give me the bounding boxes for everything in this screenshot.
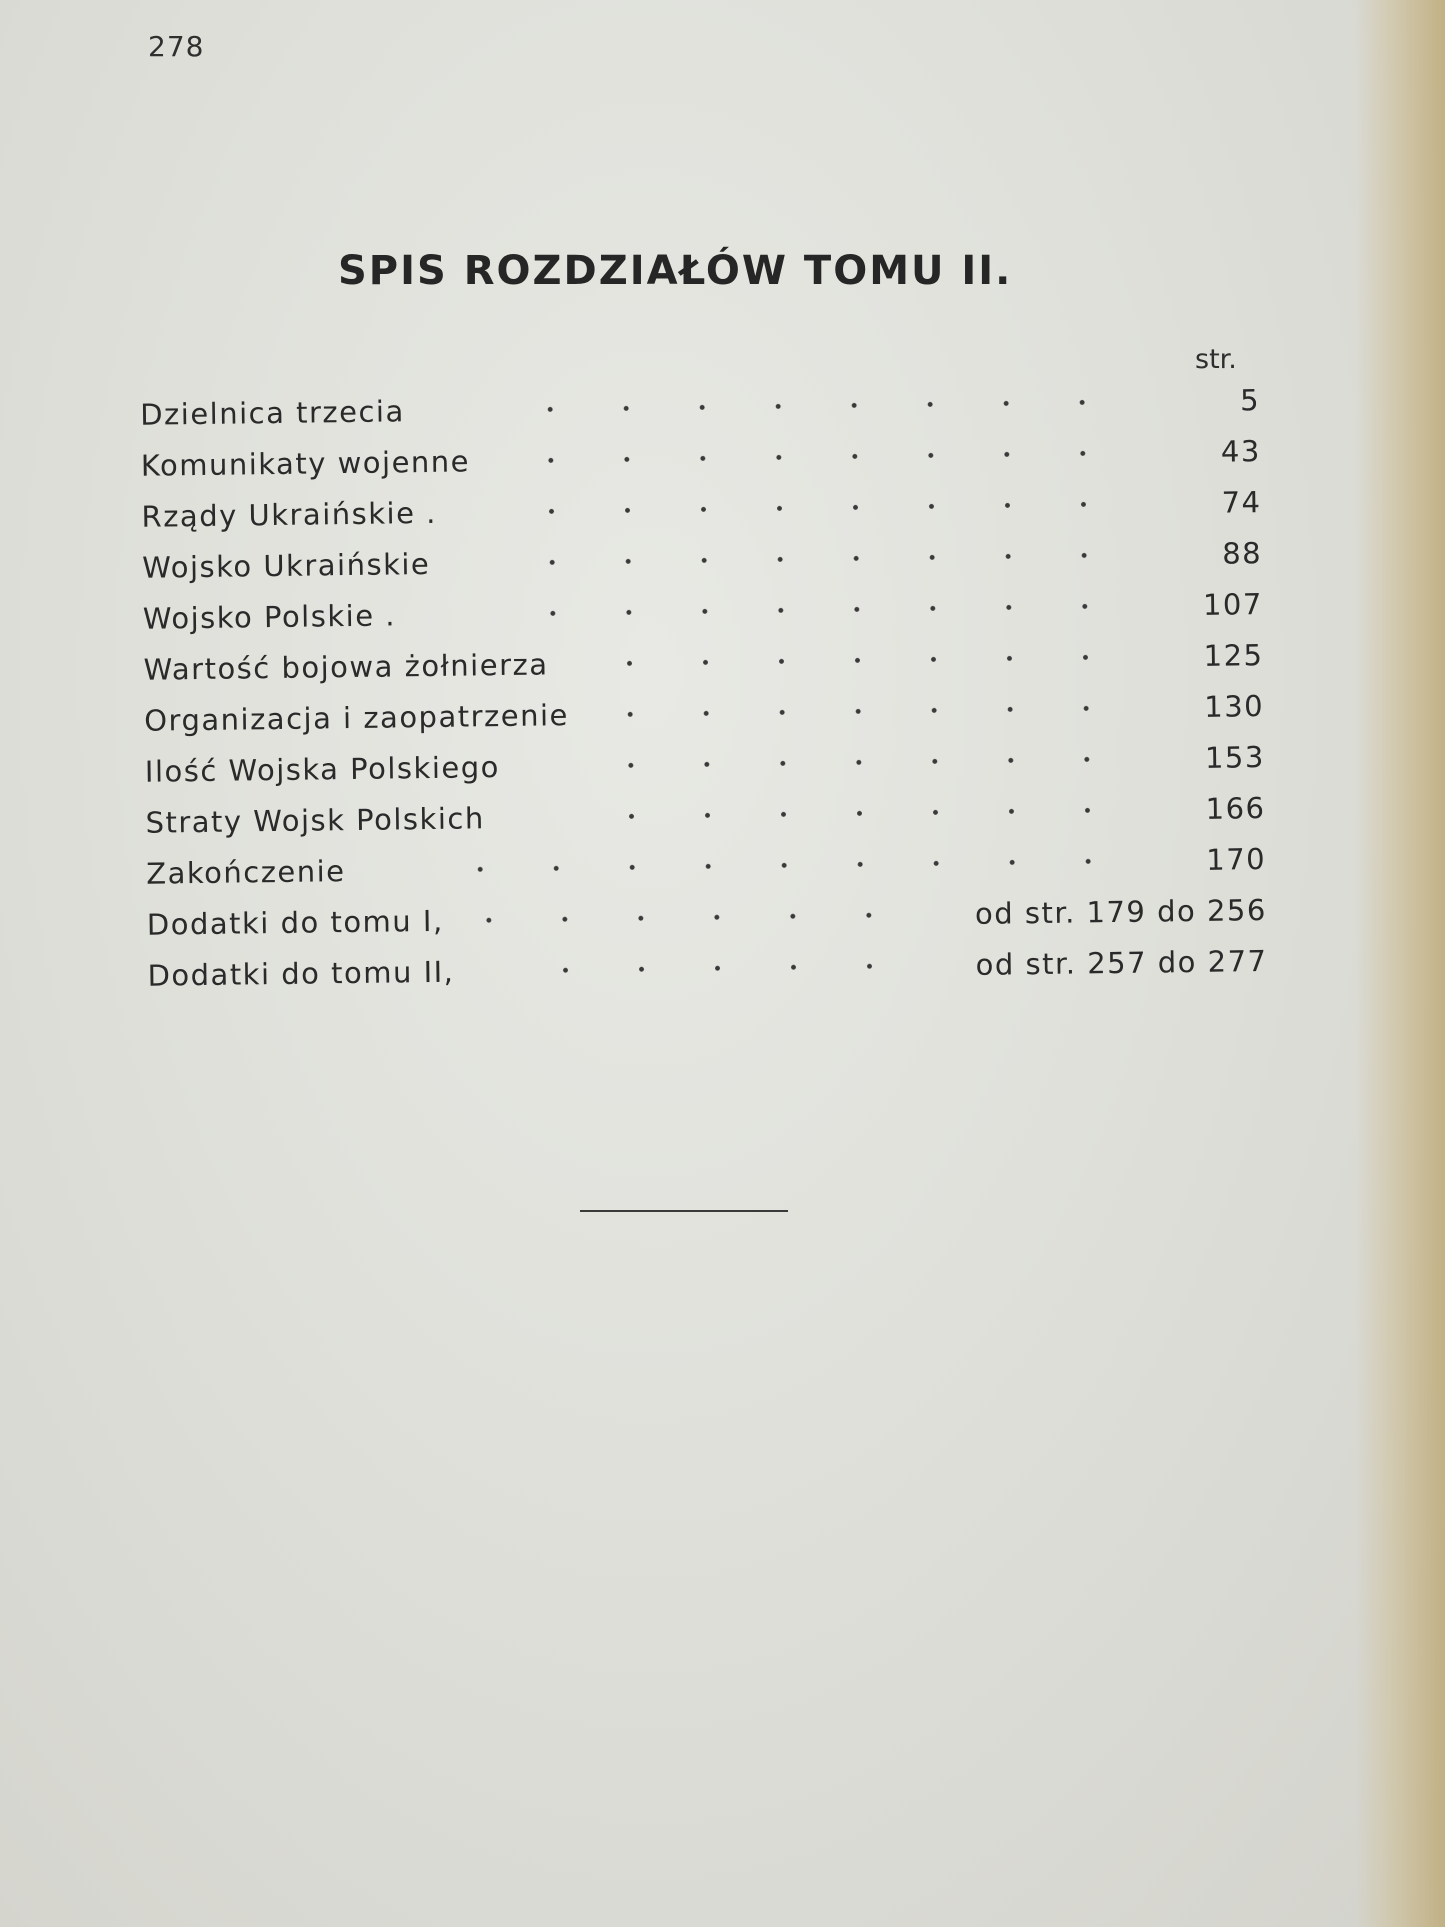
toc-entry-page: od str. 179 do 256 bbox=[974, 893, 1268, 931]
dot-leader bbox=[501, 450, 1121, 464]
toc-entry-page: od str. 257 do 277 bbox=[975, 944, 1268, 982]
dot-leader bbox=[593, 654, 1123, 667]
closing-rule bbox=[580, 1210, 788, 1212]
toc-entry-page: 107 bbox=[1202, 587, 1264, 622]
dot-leader bbox=[595, 756, 1125, 769]
toc-entry-page: 153 bbox=[1204, 740, 1266, 775]
toc-entry-page: 88 bbox=[1222, 536, 1263, 571]
dot-leader bbox=[595, 807, 1125, 820]
toc-entry-title: Wojsko Ukraińskie bbox=[142, 546, 431, 585]
page-column-header: str. bbox=[1195, 344, 1237, 375]
dot-leader bbox=[477, 912, 907, 924]
toc-entry-page: 170 bbox=[1206, 842, 1267, 877]
toc-entry-title: Organizacja i zaopatrzenie bbox=[144, 698, 570, 738]
toc-entry-title: Komunikaty wojenne bbox=[140, 444, 471, 483]
toc-entry-title: Rządy Ukraińskie . bbox=[141, 495, 438, 534]
dot-leader bbox=[500, 399, 1120, 413]
toc-entry-page: 74 bbox=[1221, 485, 1262, 520]
toc-entry-page: 43 bbox=[1220, 434, 1262, 469]
toc-entry-title: Zakończenie bbox=[146, 854, 346, 891]
toc-entry-title: Straty Wojsk Polskich bbox=[145, 801, 485, 840]
page-number: 278 bbox=[148, 30, 205, 63]
dot-leader bbox=[624, 705, 1124, 718]
toc-entry-page: 166 bbox=[1205, 791, 1266, 826]
table-of-contents bbox=[120, 383, 1268, 1010]
toc-entry-title: Wartość bojowa żołnierza bbox=[143, 647, 549, 687]
toc-entry-page: 130 bbox=[1204, 689, 1265, 724]
toc-entry-title: Dodatki do tomu I, bbox=[146, 903, 444, 942]
toc-entry-title: Dodatki do tomu II, bbox=[147, 954, 455, 993]
page-title: SPIS ROZDZIAŁÓW TOMU II. bbox=[338, 248, 1013, 294]
dot-leader bbox=[503, 603, 1123, 617]
toc-entry-title: Ilość Wojska Polskiego bbox=[144, 750, 501, 789]
dot-leader bbox=[426, 858, 1126, 873]
toc-entry-page: 5 bbox=[1239, 383, 1261, 418]
toc-entry-page: 125 bbox=[1203, 638, 1264, 673]
dot-leader bbox=[502, 552, 1122, 566]
toc-entry-title: Wojsko Polskie . bbox=[142, 598, 397, 636]
page-edge-shadow bbox=[1355, 0, 1445, 1927]
dot-leader bbox=[501, 501, 1121, 515]
dot-leader bbox=[497, 963, 907, 974]
toc-entry-title: Dzielnica trzecia bbox=[139, 394, 405, 432]
